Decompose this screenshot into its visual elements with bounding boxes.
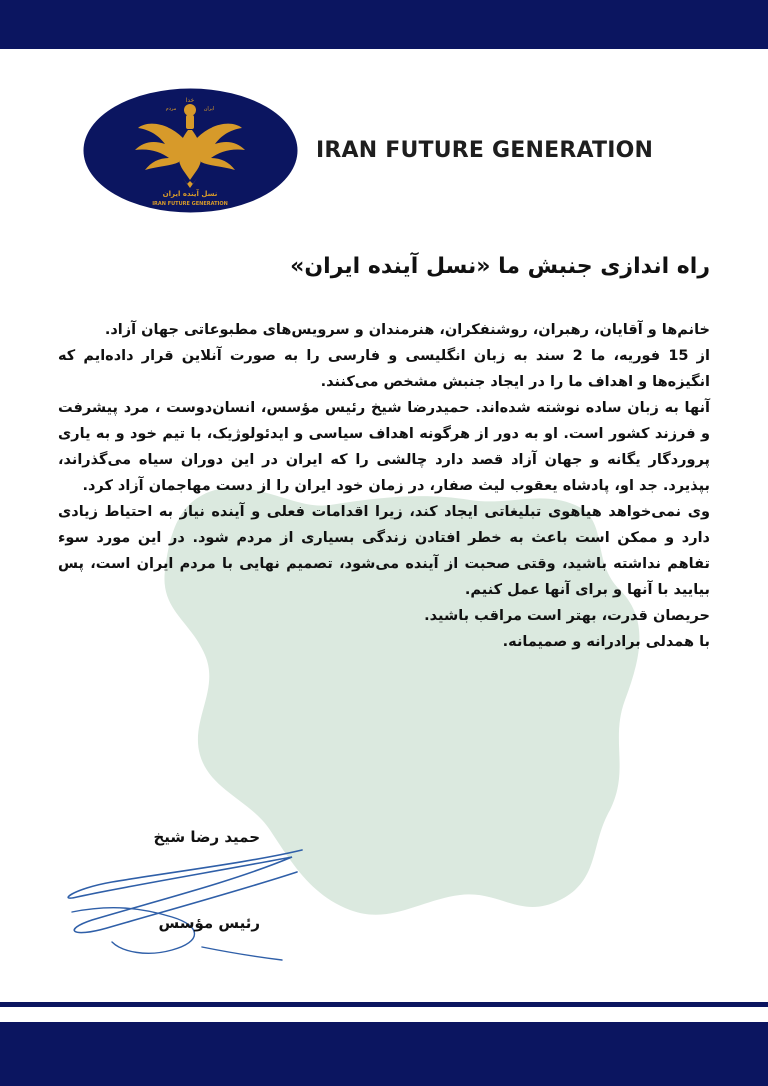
paragraph: از 15 فوریه، ما 2 سند به زبان انگلیسی و فارسی را به صورت آنلاین قرار داده‌ایم که انگیزه‌ها و اهداف ما را در ایجاد جنبش مشخص می‌کنند. bbox=[58, 348, 710, 390]
footer-rule bbox=[0, 1002, 768, 1007]
document-body bbox=[58, 317, 710, 655]
bottom-banner bbox=[0, 1022, 768, 1086]
logo-english-name: IRAN FUTURE GENERATION bbox=[152, 201, 228, 207]
top-banner bbox=[0, 0, 768, 49]
logo-top-text: خدا bbox=[185, 97, 195, 104]
paragraph: وی نمی‌خواهد هیاهوی تبلیغاتی ایجاد کند، زیرا اقدامات فعلی و آینده نیاز به احتیاط زیادی دارد و ممکن است باعث به خطر افتادن زندگی بسیاری از مردم شود. در این مورد سوء تفاهم نداشته باشید، وقتی صحبت از آینده می‌شود، تصمیم نهایی با مردم ایران است، پس بیایید با آنها و برای آنها عمل کنیم. bbox=[58, 504, 710, 598]
logo bbox=[83, 88, 298, 213]
document-title: راه اندازی جنبش ما «نسل آینده ایران» bbox=[290, 254, 710, 279]
brand-name: IRAN FUTURE GENERATION bbox=[316, 138, 654, 163]
logo-side-text: مردم bbox=[165, 106, 177, 112]
logo-right-text: ایران bbox=[203, 106, 215, 112]
handwritten-signature-icon bbox=[52, 842, 312, 972]
paragraph: خانم‌ها و آقایان، رهبران، روشنفکران، هنرمندان و سرویس‌های مطبوعاتی جهان آزاد. bbox=[104, 322, 710, 338]
paragraph: حریصان قدرت، بهتر است مراقب باشید. bbox=[424, 608, 710, 624]
paragraph: با همدلی برادرانه و صمیمانه. bbox=[502, 634, 710, 650]
signature-name: حمید رضا شیخ bbox=[153, 828, 260, 846]
logo-persian-name: نسل آینده ایران bbox=[162, 190, 218, 198]
signature-role: رئیس مؤسس bbox=[158, 914, 260, 932]
paragraph: آنها به زبان ساده نوشته شده‌اند. حمیدرضا شیخ رئیس مؤسس، انسان‌دوست ، مرد پیشرفت و فرزند کشور است. او به دور از هرگونه اهداف سیاسی و ایدئولوژیک، با تیم خود و به یاری پروردگار یگانه و جهان آزاد قصد دارد چالشی را که ایران در این دوران سیاه می‌گذراند، بپذیرد. جد او، پادشاه یعقوب لیث صفار، در زمان خود ایران را از دست مهاجمان آزاد کرد. bbox=[58, 400, 710, 494]
